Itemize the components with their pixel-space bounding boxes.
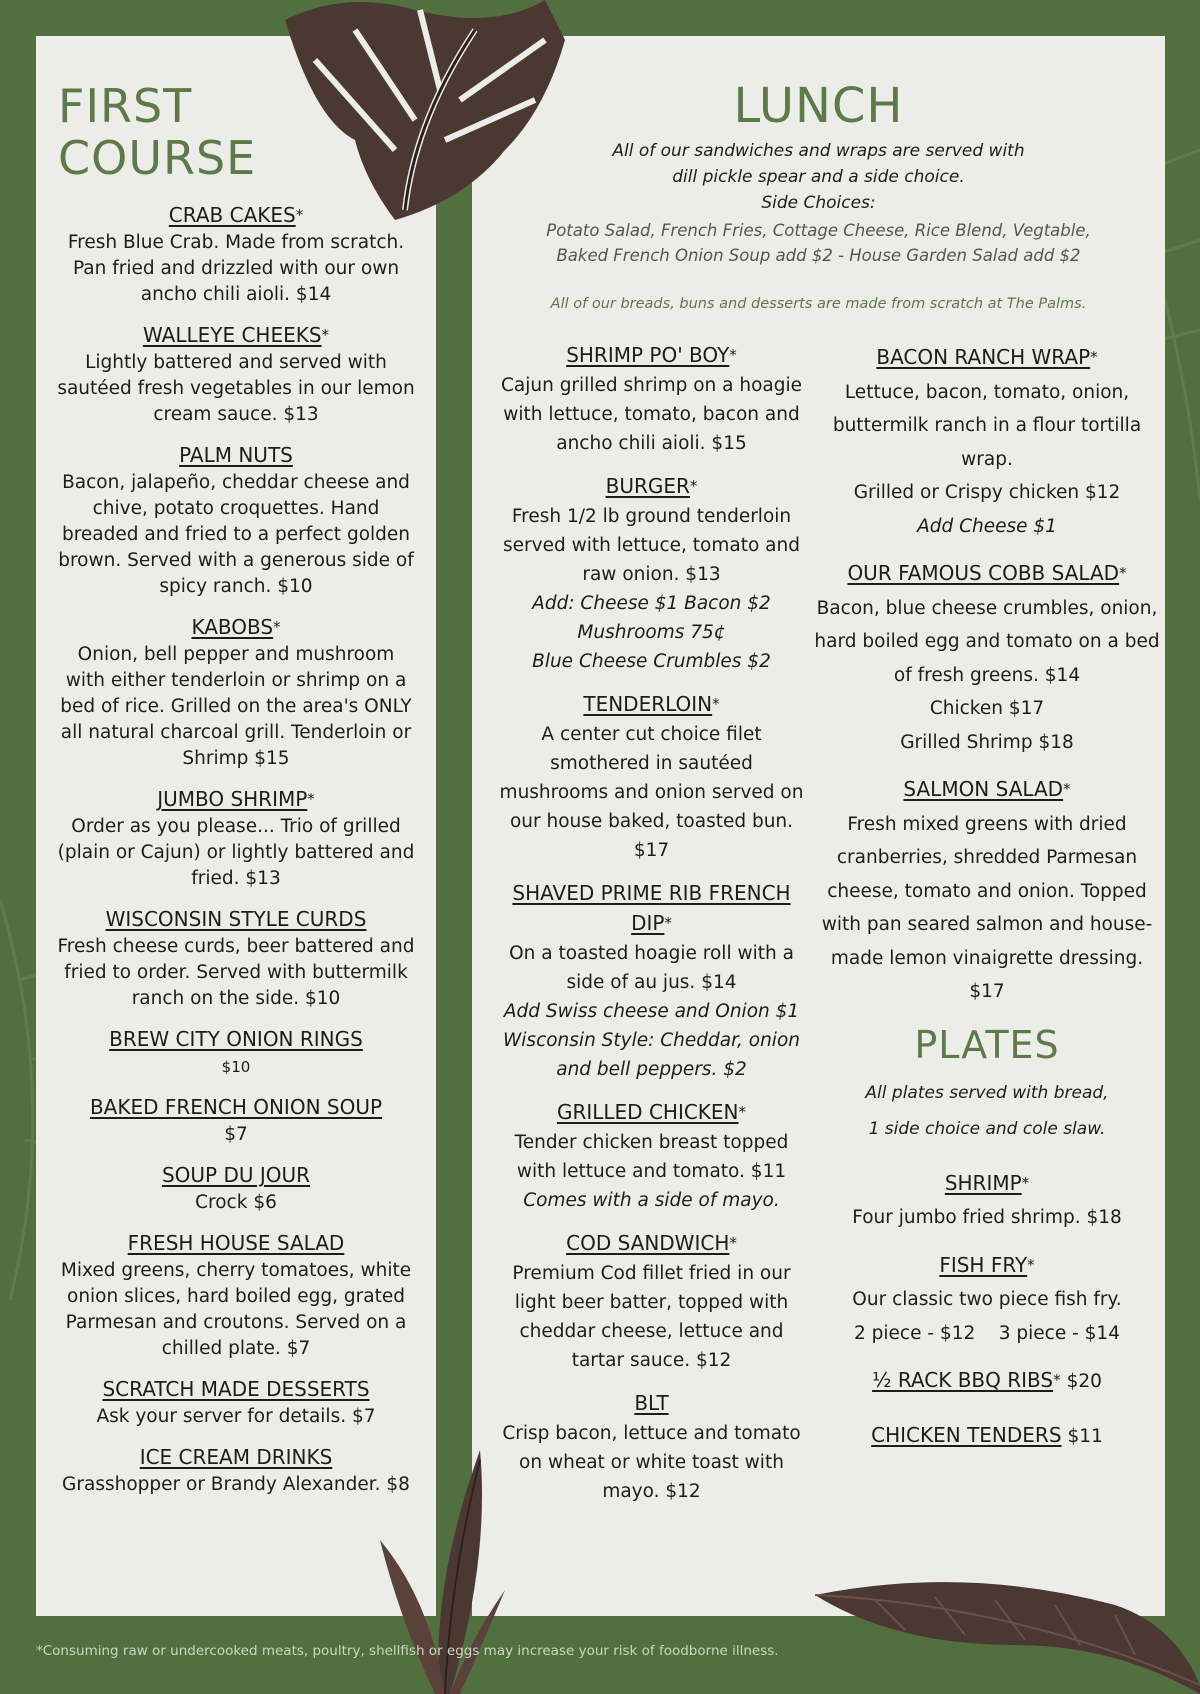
item-title: COD SANDWICH	[566, 1231, 730, 1255]
item-star: *	[1090, 348, 1098, 366]
item-star: *	[689, 477, 698, 495]
item-star: *	[1021, 1173, 1030, 1192]
item-description: Bacon, jalapeño, cheddar cheese and chive, potato croquettes. Hand breaded and fried to a perfect golden brown. Served with a generous side of spicy ranch. $10	[58, 472, 414, 597]
item-title: CRAB CAKES	[168, 203, 296, 227]
plates-title: PLATES	[914, 1022, 1060, 1067]
item-description: A center cut choice filet smothered in sautéed mushrooms and onion served on our house baked, toasted bun. $17	[499, 724, 804, 861]
first-course-item	[56, 786, 416, 892]
item-option: Chicken $17	[929, 698, 1045, 719]
item-star: *	[1053, 1371, 1061, 1389]
lunch-wraps-salads	[812, 341, 1162, 1009]
lunch-salad-and-plates-list	[812, 341, 1162, 1473]
item-title: OUR FAMOUS COBB SALAD	[847, 561, 1120, 585]
item-extra: Wisconsin Style: Cheddar, onion and bell peppers. $2	[503, 1030, 800, 1080]
first-course-item	[56, 1376, 416, 1430]
item-title: BACON RANCH WRAP	[876, 345, 1091, 369]
first-course-item	[56, 1230, 416, 1362]
first-course-item	[56, 442, 416, 600]
item-description: Fresh mixed greens with dried cranberries, shredded Parmesan cheese, tomato and onion. Topped with pan seared salmon and house-made lemon vinaigrette dressing. $17	[821, 813, 1153, 1002]
foodborne-illness-disclaimer: *Consuming raw or undercooked meats, poultry, shellfish or eggs may increase your risk of foodborne illness.	[36, 1643, 779, 1659]
item-title: SHRIMP PO' BOY	[566, 343, 730, 367]
item-title: WALLEYE CHEEKS	[142, 323, 322, 347]
first-course-title-line1: FIRST	[58, 79, 193, 133]
item-extra: Comes with a side of mayo.	[523, 1190, 780, 1211]
item-description: Four jumbo fried shrimp. $18	[852, 1207, 1122, 1228]
breads-note: All of our breads, buns and desserts are made from scratch at The Palms.	[550, 296, 1087, 312]
item-star: *	[295, 206, 304, 224]
side-choices-label: Side Choices:	[761, 193, 876, 213]
item-star: *	[738, 1103, 747, 1121]
first-course-item	[56, 906, 416, 1012]
plate-item	[812, 1249, 1162, 1351]
lunch-item	[812, 341, 1162, 543]
item-star: *	[1027, 1255, 1035, 1274]
item-title: SHRIMP	[944, 1170, 1022, 1195]
item-description: Cajun grilled shrimp on a hoagie with lettuce, tomato, bacon and ancho chili aioli. $15	[500, 375, 803, 454]
item-star: *	[729, 1234, 737, 1252]
item-description: Bacon, blue cheese crumbles, onion, hard boiled egg and tomato on a bed of fresh greens. $14	[814, 597, 1160, 686]
lunch-item	[494, 341, 809, 458]
lunch-panel	[472, 36, 1165, 1616]
item-title: BAKED FRENCH ONION SOUP	[89, 1095, 383, 1119]
lunch-title: LUNCH	[733, 78, 904, 134]
item-title: FRESH HOUSE SALAD	[127, 1231, 345, 1255]
item-star: *	[307, 790, 315, 808]
item-option: 2 piece - $12 3 piece - $14	[854, 1322, 1120, 1344]
side-choices-line1: Potato Salad, French Fries, Cottage Cheese, Rice Blend, Vegtable,	[546, 221, 1091, 240]
item-star: *	[321, 326, 330, 344]
banana-leaf-bottom-right-illustration	[815, 1575, 1200, 1694]
item-title: ICE CREAM DRINKS	[139, 1445, 333, 1469]
item-title: SHAVED PRIME RIB FRENCH DIP	[512, 881, 791, 935]
side-choices-line2: Baked French Onion Soup add $2 - House Garden Salad add $2	[556, 246, 1081, 265]
item-star: *	[712, 695, 720, 713]
item-description: Grasshopper or Brandy Alexander. $8	[62, 1474, 410, 1495]
item-description: Tender chicken breast topped with lettuce and tomato. $11	[514, 1132, 789, 1182]
lunch-item	[812, 773, 1162, 1009]
item-description: On a toasted hoagie roll with a side of au jus. $14	[509, 943, 794, 993]
item-star: *	[1119, 564, 1127, 582]
item-title: TENDERLOIN	[583, 692, 713, 716]
item-description: Fresh cheese curds, beer battered and fried to order. Served with buttermilk ranch on the side. $10	[57, 936, 415, 1009]
item-extra: Add Cheese $1	[917, 515, 1057, 537]
item-extra: Add Swiss cheese and Onion $1	[503, 1001, 800, 1022]
item-description: Premium Cod fillet fried in our light beer batter, topped with cheddar cheese, lettuce and tartar sauce. $12	[512, 1263, 791, 1371]
first-course-panel	[36, 36, 436, 1616]
item-description: Fresh 1/2 lb ground tenderloin served with lettuce, tomato and raw onion. $13	[503, 506, 800, 585]
first-course-item	[56, 1162, 416, 1216]
item-title: SCRATCH MADE DESSERTS	[102, 1377, 370, 1401]
item-title: SALMON SALAD	[903, 777, 1064, 801]
item-title: CHICKEN TENDERS	[871, 1422, 1062, 1447]
item-extra: Add: Cheese $1 Bacon $2	[532, 593, 771, 614]
monstera-leaf-illustration	[245, 0, 575, 225]
item-star: *	[729, 346, 737, 364]
lunch-intro-line1: All of our sandwiches and wraps are served with	[612, 141, 1025, 161]
item-description: Ask your server for details. $7	[96, 1406, 376, 1427]
lunch-intro-line2: dill pickle spear and a side choice.	[672, 167, 965, 187]
lunch-item	[494, 879, 809, 1084]
item-title: WISCONSIN STYLE CURDS	[105, 907, 367, 931]
item-title: SOUP DU JOUR	[161, 1163, 311, 1187]
first-course-item	[56, 614, 416, 772]
item-title: FISH FRY	[939, 1252, 1028, 1277]
item-description: Lettuce, bacon, tomato, onion, buttermilk ranch in a flour tortilla wrap.	[832, 381, 1142, 470]
first-course-title-line2: COURSE	[58, 131, 257, 185]
item-star: *	[664, 914, 672, 932]
item-price: $20	[1066, 1371, 1102, 1392]
plate-item	[812, 1167, 1162, 1235]
side-choices	[472, 218, 1165, 268]
item-description: Our classic two piece fish fry.	[852, 1289, 1122, 1310]
lunch-item	[494, 690, 809, 865]
item-title: JUMBO SHRIMP	[157, 787, 308, 811]
first-course-item	[56, 1094, 416, 1148]
item-title: ½ RACK BBQ RIBS	[872, 1368, 1054, 1392]
lunch-item	[494, 1229, 809, 1375]
first-course-item	[56, 1026, 416, 1080]
item-description: Fresh Blue Crab. Made from scratch. Pan fried and drizzled with our own ancho chili aioli. $14	[67, 232, 405, 305]
item-description: Lightly battered and served with sautéed fresh vegetables in our lemon cream sauce. $13	[57, 352, 415, 425]
plates-note-line2: 1 side choice and cole slaw.	[868, 1118, 1106, 1139]
item-title: GRILLED CHICKEN	[556, 1100, 739, 1124]
item-title: BURGER	[605, 474, 690, 498]
item-description: Mixed greens, cherry tomatoes, white onion slices, hard boiled egg, grated Parmesan and croutons. Served on a chilled plate. $7	[60, 1260, 412, 1359]
first-course-item	[56, 1444, 416, 1498]
lunch-item	[494, 1389, 809, 1506]
first-course-list	[56, 202, 416, 1512]
plates-list	[812, 1167, 1162, 1454]
item-title: PALM NUTS	[179, 443, 293, 467]
item-description: $7	[224, 1124, 248, 1145]
item-star: *	[273, 618, 281, 636]
item-description: Order as you please... Trio of grilled (plain or Cajun) or lightly battered and fried. $13	[57, 816, 415, 889]
item-description: Crisp bacon, lettuce and tomato on wheat or white toast with mayo. $12	[502, 1423, 801, 1502]
plate-item	[812, 1364, 1162, 1399]
item-description: Crock $6	[195, 1192, 277, 1213]
lunch-item	[494, 472, 809, 676]
item-star: *	[1063, 780, 1071, 798]
item-title: BLT	[634, 1391, 669, 1415]
lunch-sandwich-list	[494, 341, 809, 1520]
item-description: $10	[221, 1058, 251, 1076]
lunch-item	[812, 557, 1162, 759]
item-description: Onion, bell pepper and mushroom with either tenderloin or shrimp on a bed of rice. Grilled on the area's ONLY all natural charcoal grill. Tenderloin or Shrimp $15	[60, 644, 412, 769]
item-option: Grilled Shrimp $18	[900, 731, 1074, 753]
first-course-item	[56, 322, 416, 428]
plates-note-line1: All plates served with bread,	[865, 1082, 1109, 1103]
item-extra: Blue Cheese Crumbles $2	[532, 651, 771, 672]
first-course-title	[58, 80, 256, 184]
lunch-intro	[472, 138, 1165, 216]
item-price: $11	[1067, 1425, 1103, 1447]
item-option: Grilled or Crispy chicken $12	[853, 482, 1121, 503]
lunch-item	[494, 1098, 809, 1215]
item-extra: Mushrooms 75¢	[577, 622, 726, 643]
item-title: BREW CITY ONION RINGS	[109, 1027, 363, 1051]
plate-item	[812, 1419, 1162, 1454]
item-title: KABOBS	[191, 615, 274, 639]
